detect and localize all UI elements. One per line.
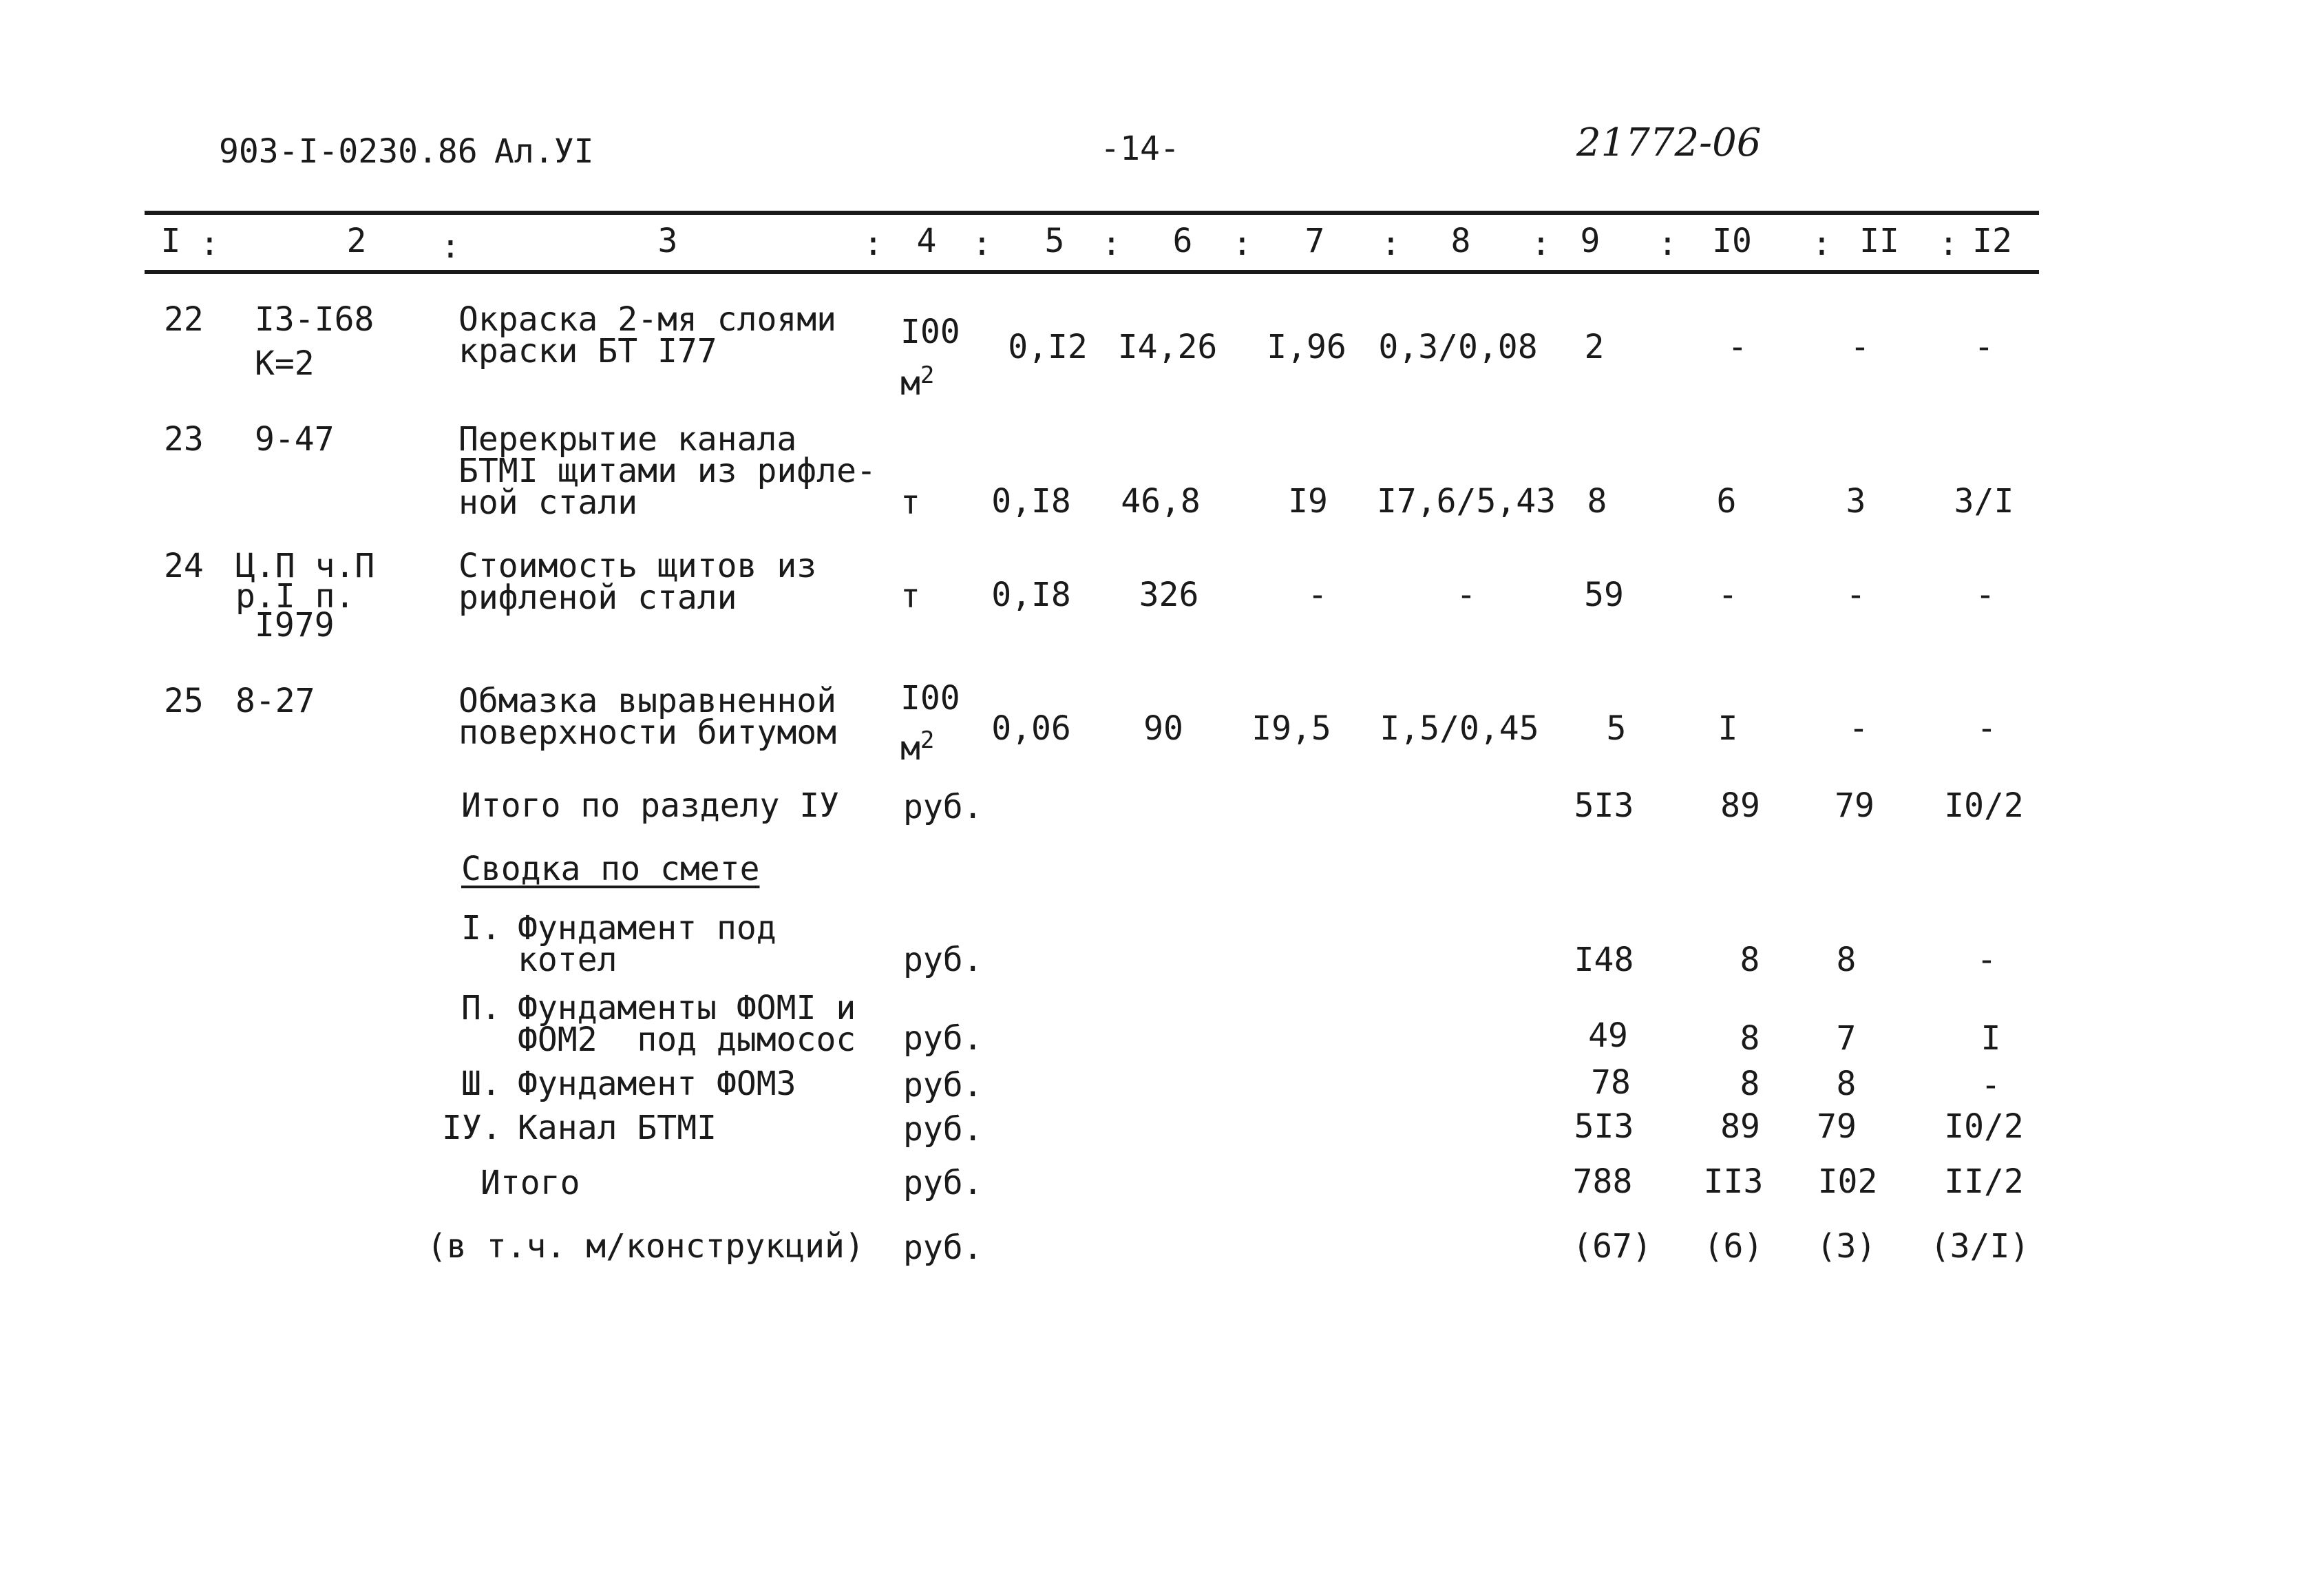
summary-item-label: Фундамент ФОМ3 [518,1065,796,1103]
cell-unit: руб. [903,941,983,979]
column-header: I0 [1712,222,1752,260]
summary-item-num: IУ. [442,1109,502,1147]
cell-col10: II3 [1703,1162,1764,1201]
cell-col9: 49 [1588,1016,1628,1055]
column-separator: : [863,224,883,263]
cell-col6: 326 [1139,576,1199,614]
cell-col12: I0/2 [1944,1107,2024,1146]
cell-col12: 3/I [1954,482,2014,521]
cell-code: К=2 [255,344,315,383]
cell-col5: 0,I2 [1008,328,1088,366]
column-header: 6 [1172,222,1193,260]
cell-col8: I,5/0,45 [1380,709,1539,748]
cell-col11: (3) [1816,1227,1877,1266]
cell-col11: 8 [1836,941,1857,979]
column-separator: : [1531,224,1551,263]
cell-num: 22 [164,300,204,339]
cell-col11: - [1850,328,1870,366]
section-total-label: Итого по разделу IУ [461,786,840,825]
cell-code: I3-I68 [255,300,374,339]
cell-unit: руб. [903,1066,983,1105]
cell-col10: (6) [1703,1227,1764,1266]
column-header: II [1859,222,1899,260]
cell-col5: 0,I8 [991,576,1071,614]
cell-col10: 6 [1716,482,1737,521]
summary-item-label: ФОМ2 под дымосос [518,1020,856,1059]
cell-unit: руб. [903,1164,983,1202]
column-separator: : [1101,224,1121,263]
cell-unit: руб. [903,1110,983,1149]
cell-unit: $м^2$ [900,362,935,403]
summary-item-label: котел [518,941,617,979]
cell-col8: I7,6/5,43 [1376,482,1556,521]
column-header: 5 [1044,222,1065,260]
document-code: 903-I-0230.86 [219,132,478,171]
cell-col6: I4,26 [1117,328,1218,366]
cell-col10: 8 [1740,1019,1760,1058]
cell-unit: т [900,483,920,522]
cell-col11: - [1848,709,1869,748]
cell-col9: 8 [1587,482,1607,521]
cell-code: Ц.П ч.П [235,547,375,585]
cell-col10: 8 [1740,1065,1760,1103]
cell-col12: - [1976,941,1997,979]
summary-item-label: Фундамент под [518,909,777,948]
column-separator: : [1658,224,1678,263]
cell-desc: ной стали [458,483,638,522]
cell-col5: 0,06 [991,709,1071,748]
cell-col5: 0,I8 [991,482,1071,521]
column-header: 3 [657,222,678,260]
cell-desc: Окраска 2-мя слоями [458,300,837,339]
cell-num: 25 [164,682,204,720]
cell-col9: 5I3 [1574,1107,1634,1146]
cell-code: 9-47 [255,420,335,459]
cell-col10: 89 [1720,1107,1760,1146]
cell-col9: 788 [1572,1162,1633,1201]
cell-col7: I9,5 [1251,709,1331,748]
cell-col8: 0,3/0,08 [1378,328,1538,366]
column-header: 9 [1580,222,1601,260]
cell-unit: руб. [903,1228,983,1267]
cell-col10: - [1718,576,1738,614]
column-header: 4 [916,222,937,260]
cell-desc: Стоимость щитов из [458,547,817,585]
cell-col9: 2 [1584,328,1605,366]
cell-unit: $м^2$ [900,726,935,768]
cell-col9: I48 [1574,941,1634,979]
cell-col11: 79 [1835,786,1874,825]
column-separator: : [1939,224,1958,263]
cell-col12: - [1976,709,1997,748]
table-top-rule [145,211,2039,215]
column-separator: : [1232,224,1252,263]
cell-num: 24 [164,547,204,585]
cell-col9: 5I3 [1574,786,1634,825]
cell-col12: I0/2 [1944,786,2024,825]
column-header: 7 [1304,222,1325,260]
cell-col9: 5 [1606,709,1627,748]
cell-col9: (67) [1572,1227,1652,1266]
cell-code: 8-27 [235,682,315,720]
cell-unit: руб. [903,1019,983,1058]
cell-col12: II/2 [1944,1162,2024,1201]
cell-unit: I00 [900,313,960,351]
cell-col12: - [1980,1066,2001,1105]
cell-col10: 8 [1740,941,1760,979]
summary-title: Сводка по смете [461,850,760,888]
cell-col11: 7 [1836,1019,1857,1058]
column-header: 2 [346,222,367,260]
cell-col12: (3/I) [1930,1227,2030,1266]
cell-col11: 3 [1846,482,1866,521]
cell-unit: I00 [900,679,960,718]
column-separator: : [1381,224,1401,263]
cell-col9: 59 [1584,576,1624,614]
cell-col12: - [1974,328,1994,366]
column-header: I2 [1972,222,2012,260]
cell-code: р.I п. [235,577,355,616]
cell-code: I979 [255,606,335,645]
cell-col10: I [1718,709,1738,748]
cell-col12: - [1975,576,1996,614]
summary-incl-label: (в т.ч. м/конструкций) [427,1227,865,1266]
cell-desc: БТМI щитами из рифле- [458,452,876,490]
cell-col11: 8 [1836,1065,1857,1103]
cell-col7: - [1307,576,1328,614]
column-header: 8 [1450,222,1471,260]
handwritten-number: 21772-06 [1576,121,1762,165]
cell-col10: 89 [1720,786,1760,825]
summary-item-label: Канал БТМI [518,1109,717,1147]
cell-desc: Перекрытие канала [458,420,797,459]
cell-col10: - [1727,328,1748,366]
summary-item-num: I. [461,909,501,948]
cell-col7: I,96 [1267,328,1346,366]
cell-col7: I9 [1288,482,1328,521]
cell-col8: - [1456,576,1477,614]
column-separator: : [441,227,461,266]
column-separator: : [972,224,992,263]
page-number: -14- [1100,129,1180,168]
cell-col12: I [1980,1019,2001,1058]
summary-item-num: Ш. [461,1065,501,1103]
cell-desc: краски БТ I77 [458,332,717,370]
column-header: I [160,222,181,260]
cell-col11: - [1846,576,1866,614]
summary-item-label: Фундаменты ФОМI и [518,989,856,1027]
table-header-rule [145,270,2039,274]
column-separator: : [1812,224,1832,263]
cell-unit: руб. [903,788,983,826]
summary-total-label: Итого [480,1164,580,1202]
cell-col11: I02 [1817,1162,1878,1201]
cell-col11: 79 [1817,1107,1857,1146]
cell-col9: 78 [1591,1063,1631,1102]
cell-unit: т [900,577,920,616]
cell-desc: рифленой стали [458,578,737,617]
summary-item-num: П. [461,989,501,1027]
album-number: Ал.УI [494,132,594,171]
cell-col6: 90 [1143,709,1183,748]
cell-col6: 46,8 [1121,482,1201,521]
column-separator: : [200,224,220,263]
cell-desc: Обмазка выравненной [458,682,837,720]
cell-num: 23 [164,420,204,459]
cell-desc: поверхности битумом [458,713,837,752]
